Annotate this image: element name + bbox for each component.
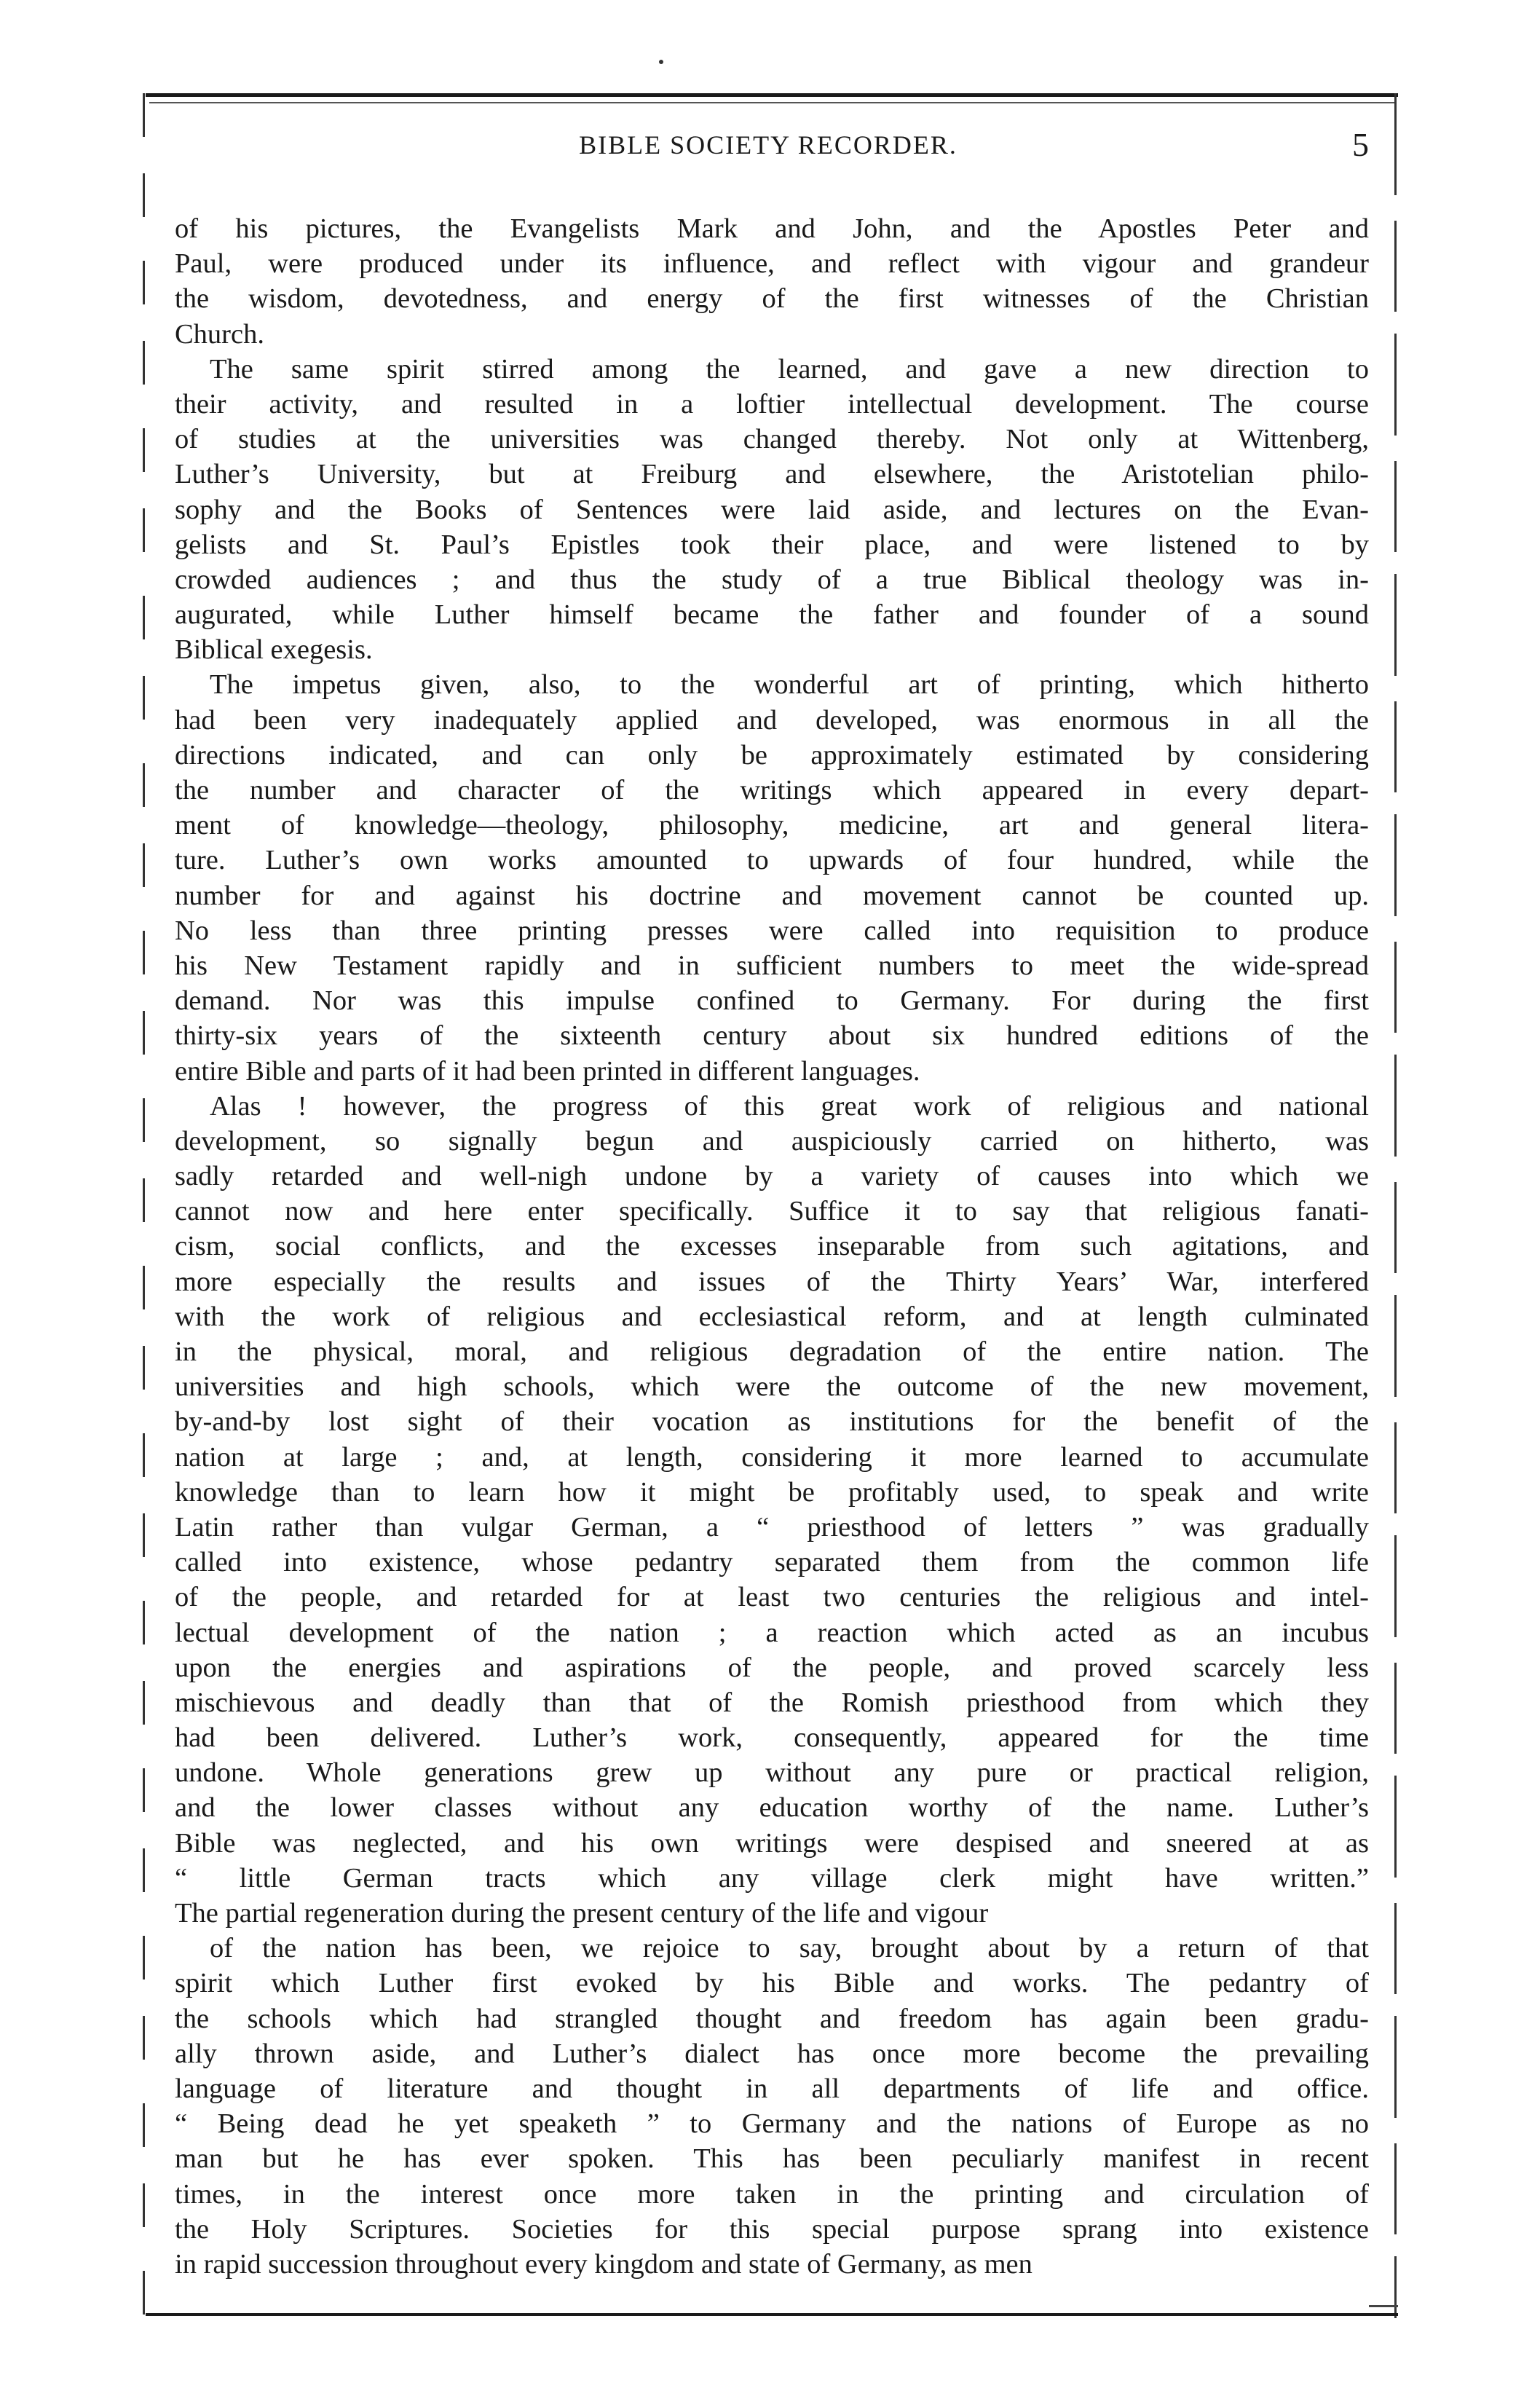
top-rule-thin — [149, 102, 1394, 103]
text-line: directions indicated, and can only be approximately estimated by considering — [175, 739, 1369, 771]
text-line: The partial regeneration during the present century of the life and vigour — [175, 1898, 989, 1929]
text-line: the number and character of the writings which appeared in every depart- — [175, 775, 1369, 805]
text-line: ment of knowledge—theology, philosophy, medicine, art and general litera- — [175, 810, 1369, 841]
bottom-rule-tail — [1369, 2305, 1398, 2307]
text-line: number for and against his doctrine and movement cannot be counted up. — [175, 880, 1369, 911]
text-line: entire Bible and parts of it had been printed in different languages. — [175, 1055, 920, 1087]
text-line: nation at large ; and, at length, considering it more learned to accumulate — [175, 1441, 1369, 1473]
page-header — [167, 126, 1369, 181]
text-line: and the lower classes without any education worthy of the name. Luther’s — [175, 1792, 1369, 1824]
running-title: BIBLE SOCIETY RECORDER. — [579, 130, 957, 159]
text-line: gelists and St. Paul’s Epistles took their place, and were listened to by — [175, 529, 1369, 560]
left-border — [143, 93, 145, 2315]
text-line: upon the energies and aspirations of the people, and proved scarcely less — [175, 1652, 1369, 1683]
right-border — [1394, 93, 1397, 2318]
text-line: Church. — [175, 318, 264, 350]
text-line: Latin rather than vulgar German, a “ priesthood of letters ” was gradually — [175, 1511, 1369, 1543]
text-line: by-and-by lost sight of their vocation as institutions for the benefit of the — [175, 1406, 1369, 1438]
text-line: “ little German tracts which any village clerk might have written.” — [175, 1862, 1369, 1894]
text-line: demand. Nor was this impulse confined to Germany. For during the first — [175, 985, 1369, 1017]
bottom-rule — [146, 2313, 1398, 2316]
text-line: his New Testament rapidly and in sufficient numbers to meet the wide-spread — [175, 950, 1369, 981]
top-rule — [146, 93, 1398, 97]
text-line: in the physical, moral, and religious degradation of the entire nation. The — [175, 1336, 1369, 1367]
text-line: cannot now and here enter specifically. Suffice it to say that religious fanati- — [175, 1196, 1369, 1227]
text-line: the schools which had strangled thought and freedom has again been gradu- — [175, 2003, 1369, 2034]
text-line: The same spirit stirred among the learned, and gave a new direction to — [210, 353, 1369, 385]
text-line: ally thrown aside, and Luther’s dialect has once more become the prevailing — [175, 2038, 1369, 2069]
text-line: Alas ! however, the progress of this great work of religious and national — [210, 1090, 1369, 1122]
text-line: Bible was neglected, and his own writings were despised and sneered at as — [175, 1827, 1369, 1859]
text-line: sadly retarded and well-nigh undone by a variety of causes into which we — [175, 1161, 1369, 1192]
text-line: times, in the interest once more taken in the printing and circulation of — [175, 2178, 1369, 2210]
text-line: of the people, and retarded for at least two centuries the religious and intel- — [175, 1582, 1369, 1613]
text-line: mischievous and deadly than that of the Romish priesthood from which they — [175, 1687, 1369, 1718]
text-line: The impetus given, also, to the wonderful art of printing, which hitherto — [210, 669, 1369, 701]
text-line: language of literature and thought in all departments of life and office. — [175, 2073, 1369, 2104]
text-line: of the nation has been, we rejoice to say, brought about by a return of that — [210, 1933, 1369, 1964]
text-line: universities and high schools, which were the outcome of the new movement, — [175, 1371, 1369, 1403]
text-line: No less than three printing presses were called into requisition to produce — [175, 915, 1369, 946]
page-number: 5 — [1352, 126, 1369, 163]
text-line: Paul, were produced under its influence, and reflect with vigour and grandeur — [175, 248, 1369, 280]
text-line: man but he has ever spoken. This has been peculiarly manifest in recent — [175, 2143, 1369, 2175]
text-line: their activity, and resulted in a loftier intellectual development. The course — [175, 388, 1369, 419]
text-line: undone. Whole generations grew up without any pure or practical religion, — [175, 1757, 1369, 1789]
text-line: of his pictures, the Evangelists Mark and John, and the Apostles Peter and — [175, 213, 1369, 244]
text-line: development, so signally begun and auspiciously carried on hitherto, was — [175, 1125, 1369, 1157]
text-line: called into existence, whose pedantry separated them from the common life — [175, 1547, 1369, 1578]
text-line: ture. Luther’s own works amounted to upwards of four hundred, while the — [175, 845, 1369, 876]
text-line: augurated, while Luther himself became the father and founder of a sound — [175, 599, 1369, 631]
text-line: with the work of religious and ecclesiastical reform, and at length culminated — [175, 1301, 1369, 1332]
text-line: Luther’s University, but at Freiburg and elsewhere, the Aristotelian philo- — [175, 459, 1369, 490]
text-line: the Holy Scriptures. Societies for this special purpose sprang into existence — [175, 2213, 1369, 2245]
text-line: the wisdom, devotedness, and energy of the first witnesses of the Christian — [175, 283, 1369, 315]
text-line: lectual development of the nation ; a reaction which acted as an incubus — [175, 1617, 1369, 1648]
text-line: had been very inadequately applied and developed, was enormous in all the — [175, 704, 1369, 736]
text-line: knowledge than to learn how it might be profitably used, to speak and write — [175, 1476, 1369, 1508]
text-line: sophy and the Books of Sentences were laid aside, and lectures on the Evan- — [175, 494, 1369, 525]
text-line: “ Being dead he yet speaketh ” to Germany and the nations of Europe as no — [175, 2108, 1369, 2140]
text-line: Biblical exegesis. — [175, 634, 373, 666]
text-line: crowded audiences ; and thus the study of a true Biblical theology was in- — [175, 564, 1369, 595]
text-line: thirty-six years of the sixteenth century about six hundred editions of the — [175, 1020, 1369, 1052]
body-text — [175, 211, 1369, 2294]
ink-speck — [659, 60, 663, 64]
text-line: more especially the results and issues of the Thirty Years’ War, interfered — [175, 1266, 1369, 1297]
text-line: had been delivered. Luther’s work, consequently, appeared for the time — [175, 1722, 1369, 1754]
text-line: of studies at the universities was changed thereby. Not only at Wittenberg, — [175, 424, 1369, 455]
text-line: in rapid succession throughout every kingdom and state of Germany, as men — [175, 2248, 1032, 2280]
text-line: cism, social conflicts, and the excesses inseparable from such agitations, and — [175, 1231, 1369, 1262]
text-line: spirit which Luther first evoked by his Bible and works. The pedantry of — [175, 1968, 1369, 1999]
